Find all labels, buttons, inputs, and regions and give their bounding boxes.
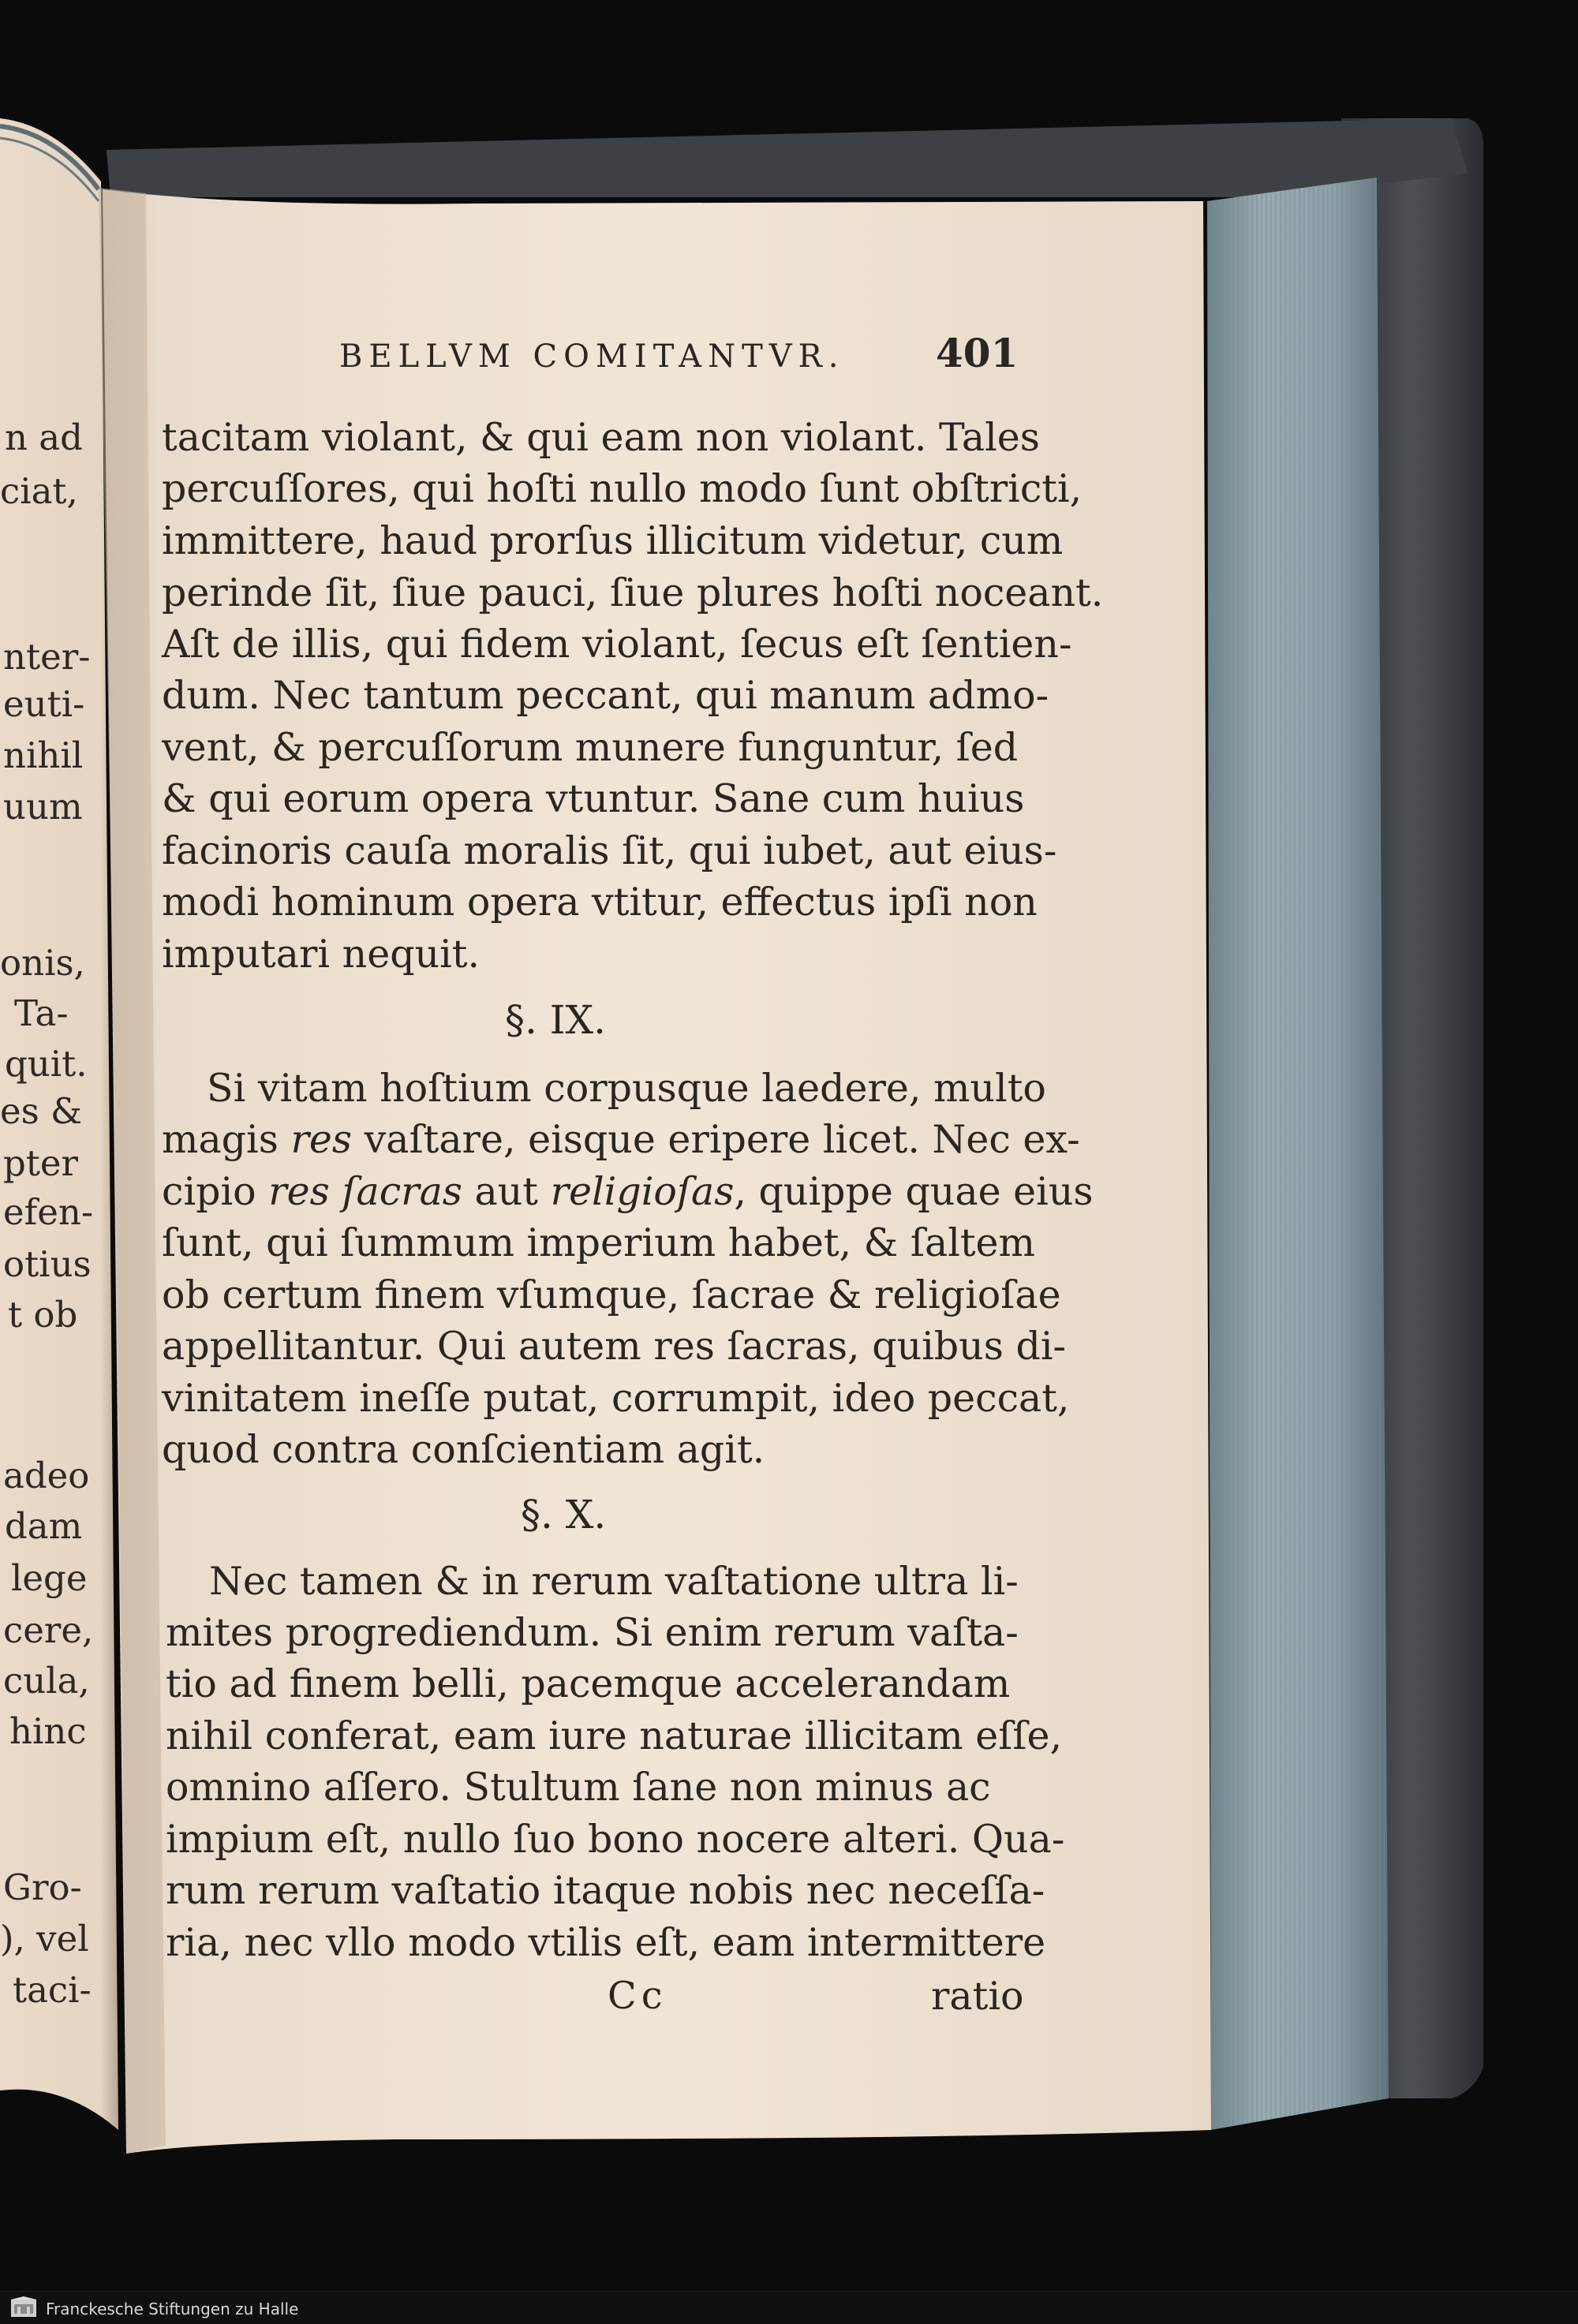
text-line: facinoris cauſa moralis ſit, qui iubet, aut eius- — [162, 828, 1057, 873]
left-line: taci- — [13, 1969, 92, 2011]
left-line: quit. — [5, 1043, 88, 1085]
text-line: & qui eorum opera vtuntur. Sane cum huius — [162, 776, 1025, 821]
left-line: nter- — [3, 636, 91, 678]
left-line: lege — [11, 1557, 88, 1599]
text-line: tio ad finem belli, pacemque accelerandam — [166, 1661, 1011, 1706]
italic-term: res — [290, 1117, 353, 1162]
text-line: ſunt, qui ſummum imperium habet, & ſaltem — [162, 1220, 1036, 1265]
text-line: Nec tamen & in rerum vaſtatione ultra li- — [209, 1559, 1019, 1604]
text-line: vinitatem ineſſe putat, corrumpit, ideo peccat, — [162, 1376, 1070, 1421]
running-head: BELLVM COMITANTVR. — [339, 338, 845, 375]
left-line: es & — [0, 1090, 83, 1132]
left-line: n ad — [5, 417, 83, 458]
text-line: modi hominum opera vtitur, effectus ipſi non — [162, 880, 1038, 925]
text-line: vent, & percuſſorum munere funguntur, ſed — [162, 725, 1019, 770]
text-line: Aſt de illis, qui fidem violant, ſecus eſt ſentien- — [162, 622, 1072, 667]
left-line: ), vel — [0, 1918, 89, 1960]
left-line: pter — [3, 1142, 79, 1184]
left-line: dam — [5, 1505, 83, 1547]
left-line: otius — [3, 1243, 92, 1285]
text-line: ob certum finem vſumque, ſacrae & religioſae — [162, 1272, 1061, 1317]
left-line: adeo — [3, 1455, 90, 1496]
footer-credit: Franckesche Stiftungen zu Halle — [46, 2300, 299, 2318]
institution-logo-icon — [8, 2296, 39, 2320]
text-line: dum. Nec tantum peccant, qui manum admo- — [162, 673, 1049, 718]
text-line: imputari nequit. — [162, 932, 481, 977]
page-number: 401 — [936, 330, 1019, 376]
left-line: hinc — [9, 1710, 87, 1752]
left-line: cula, — [3, 1660, 90, 1702]
left-line: Gro- — [3, 1866, 82, 1908]
left-line: onis, — [0, 942, 85, 984]
italic-term: religioſas — [550, 1169, 735, 1214]
left-line: efen- — [3, 1191, 94, 1233]
text-line: impium eſt, nullo ſuo bono nocere alteri. Qua- — [166, 1817, 1065, 1862]
footer-bar — [0, 2291, 1578, 2324]
left-line: nihil — [3, 734, 84, 776]
text-line: percuſſores, qui hoſti nullo modo ſunt obſtricti, — [162, 466, 1083, 511]
text-line: rum rerum vaſtatio itaque nobis nec neceſſa- — [166, 1868, 1045, 1913]
text-line: quod contra conſcientiam agit. — [162, 1427, 765, 1472]
text-line: nihil conferat, eam iure naturae illicitam eſſe, — [166, 1713, 1063, 1758]
text-line: mites progrediendum. Si enim rerum vaſta- — [166, 1610, 1019, 1655]
section-heading-x: §. X. — [521, 1492, 607, 1538]
left-line: euti- — [3, 683, 85, 725]
left-line: uum — [3, 786, 83, 828]
text-line: magis res vaſtare, eisque eripere licet. Nec ex- — [162, 1117, 1080, 1162]
text-line: Si vitam hoſtium corpusque laedere, multo — [207, 1066, 1046, 1111]
left-line: Ta- — [14, 992, 69, 1034]
left-line: ciat, — [0, 470, 78, 512]
text-line: cipio res ſacras aut religioſas, quippe quae eius — [162, 1169, 1094, 1214]
text-line: immittere, haud prorſus illicitum videtur, cum — [162, 518, 1064, 563]
text-line: ria, nec vllo modo vtilis eſt, eam intermittere — [166, 1920, 1046, 1965]
text-line: perinde ſit, ſiue pauci, ſiue plures hoſti noceant. — [162, 570, 1104, 615]
left-line: t ob — [8, 1294, 78, 1336]
italic-term: res ſacras — [268, 1169, 462, 1214]
text-line: tacitam violant, & qui eam non violant. Tales — [162, 415, 1040, 460]
signature-mark: Cc — [608, 1974, 667, 2018]
text-line: appellitantur. Qui autem res ſacras, quibus di- — [162, 1324, 1067, 1369]
catchword: ratio — [931, 1974, 1024, 2019]
text-line: omnino aſſero. Stultum ſane non minus ac — [166, 1765, 991, 1810]
left-line: cere, — [3, 1609, 94, 1651]
section-heading-ix: §. IX. — [505, 997, 607, 1043]
